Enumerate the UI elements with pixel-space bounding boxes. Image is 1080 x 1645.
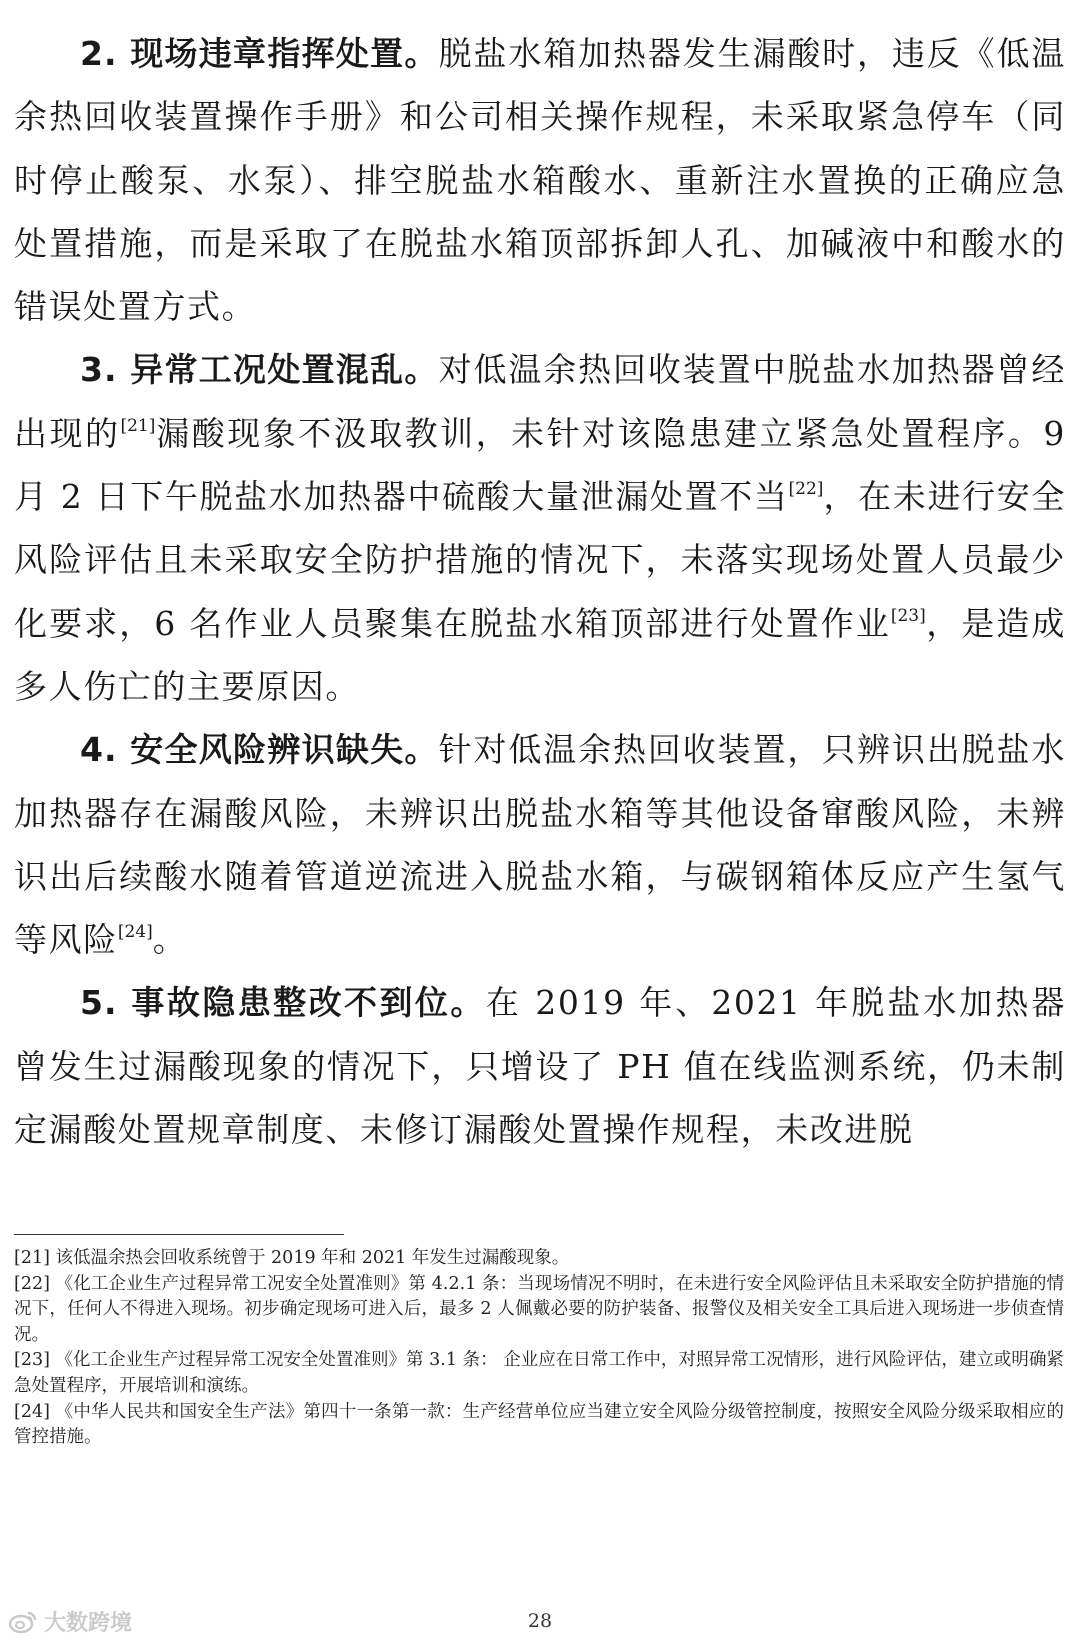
paragraph-hazard-rectification: [14, 971, 1066, 1161]
paragraph-text: 对低温余热回收装置中脱盐水加热器曾经出现的: [14, 350, 1066, 453]
footnote-reference[interactable]: [21]: [120, 415, 156, 436]
footnotes: [14, 1246, 1064, 1451]
paragraph-text: ，是造成多人伤亡的主要原因。: [14, 603, 1066, 706]
footnote-reference[interactable]: [22]: [788, 479, 824, 500]
paragraph-text: 漏酸现象不汲取教训，未针对该隐患建立紧急处置程序。9 月 2 日下午脱盐水加热器中硫酸大量泄漏处置不当: [14, 413, 1066, 517]
page-number: 28: [527, 1610, 553, 1632]
paragraph-text: 在 2019 年、2021 年脱盐水加热器曾发生过漏酸现象的情况下，只增设了 PH 值在线监测系统，仍未制定漏酸处置规章制度、未修订漏酸处置操作规程，未改进脱: [14, 983, 1066, 1150]
paragraph-on-site-handling: [14, 22, 1066, 338]
footnote-23: [23] 《化工企业生产过程异常工况安全处置准则》第 3.1 条： 企业应在日常工作中，对照异常工况情形，进行风险评估，建立或明确紧急处置程序，开展培训和演练。: [14, 1350, 1064, 1396]
paragraph-text: 针对低温余热回收装置，只辨识出脱盐水加热器存在漏酸风险，未辨识出脱盐水箱等其他设备窜酸风险，未辨识出后续酸水随着管道逆流进入脱盐水箱，与碳钢箱体反应产生氢气等风险: [14, 730, 1066, 960]
footnote-22: [22] 《化工企业生产过程异常工况安全处置准则》第 4.2.1 条：当现场情况不明时，在未进行安全风险评估且未采取安全防护措施的情况下，任何人不得进入现场。初步确定现场可进入后，最多 2 人佩戴必要的防护装备、报警仪及相关安全工具后进入现场进一步侦查情况。: [14, 1273, 1064, 1345]
paragraph-risk-identification: [14, 718, 1066, 971]
watermark-text: 大数跨境: [44, 1611, 133, 1636]
paragraph-heading: 3. 异常工况处置混乱。: [80, 350, 439, 390]
paragraph-abnormal-conditions: [14, 338, 1066, 718]
paragraph-text: 脱盐水箱加热器发生漏酸时，违反《低温余热回收装置操作手册》和公司相关操作规程，未采取紧急停车（同时停止酸泵、水泵）、排空脱盐水箱酸水、重新注水置换的正确应急处置措施，而是采取了在脱盐水箱顶部拆卸人孔、加碱液中和酸水的错误处置方式。: [14, 34, 1066, 327]
footnote-reference[interactable]: [24]: [117, 922, 153, 943]
footnote-24: [24] 《中华人民共和国安全生产法》第四十一条第一款：生产经营单位应当建立安全风险分级管控制度，按照安全风险分级采取相应的管控措施。: [14, 1401, 1064, 1448]
paragraph-heading: 2. 现场违章指挥处置。: [80, 34, 439, 73]
paragraph-text: 。: [152, 920, 188, 960]
footnote-reference[interactable]: [23]: [890, 605, 926, 626]
paragraph-heading: 5. 事故隐患整改不到位。: [80, 983, 486, 1023]
footnote-21: [21] 该低温余热会回收系统曾于 2019 年和 2021 年发生过漏酸现象。: [14, 1248, 570, 1268]
body-text: [14, 22, 1066, 1161]
footnote-divider: [14, 1234, 344, 1235]
paragraph-text: ，在未进行安全风险评估且未采取安全防护措施的情况下，未落实现场处置人员最少化要求，6 名作业人员聚集在脱盐水箱顶部进行处置作业: [14, 477, 1067, 643]
paragraph-heading: 4. 安全风险辨识缺失。: [80, 730, 439, 770]
